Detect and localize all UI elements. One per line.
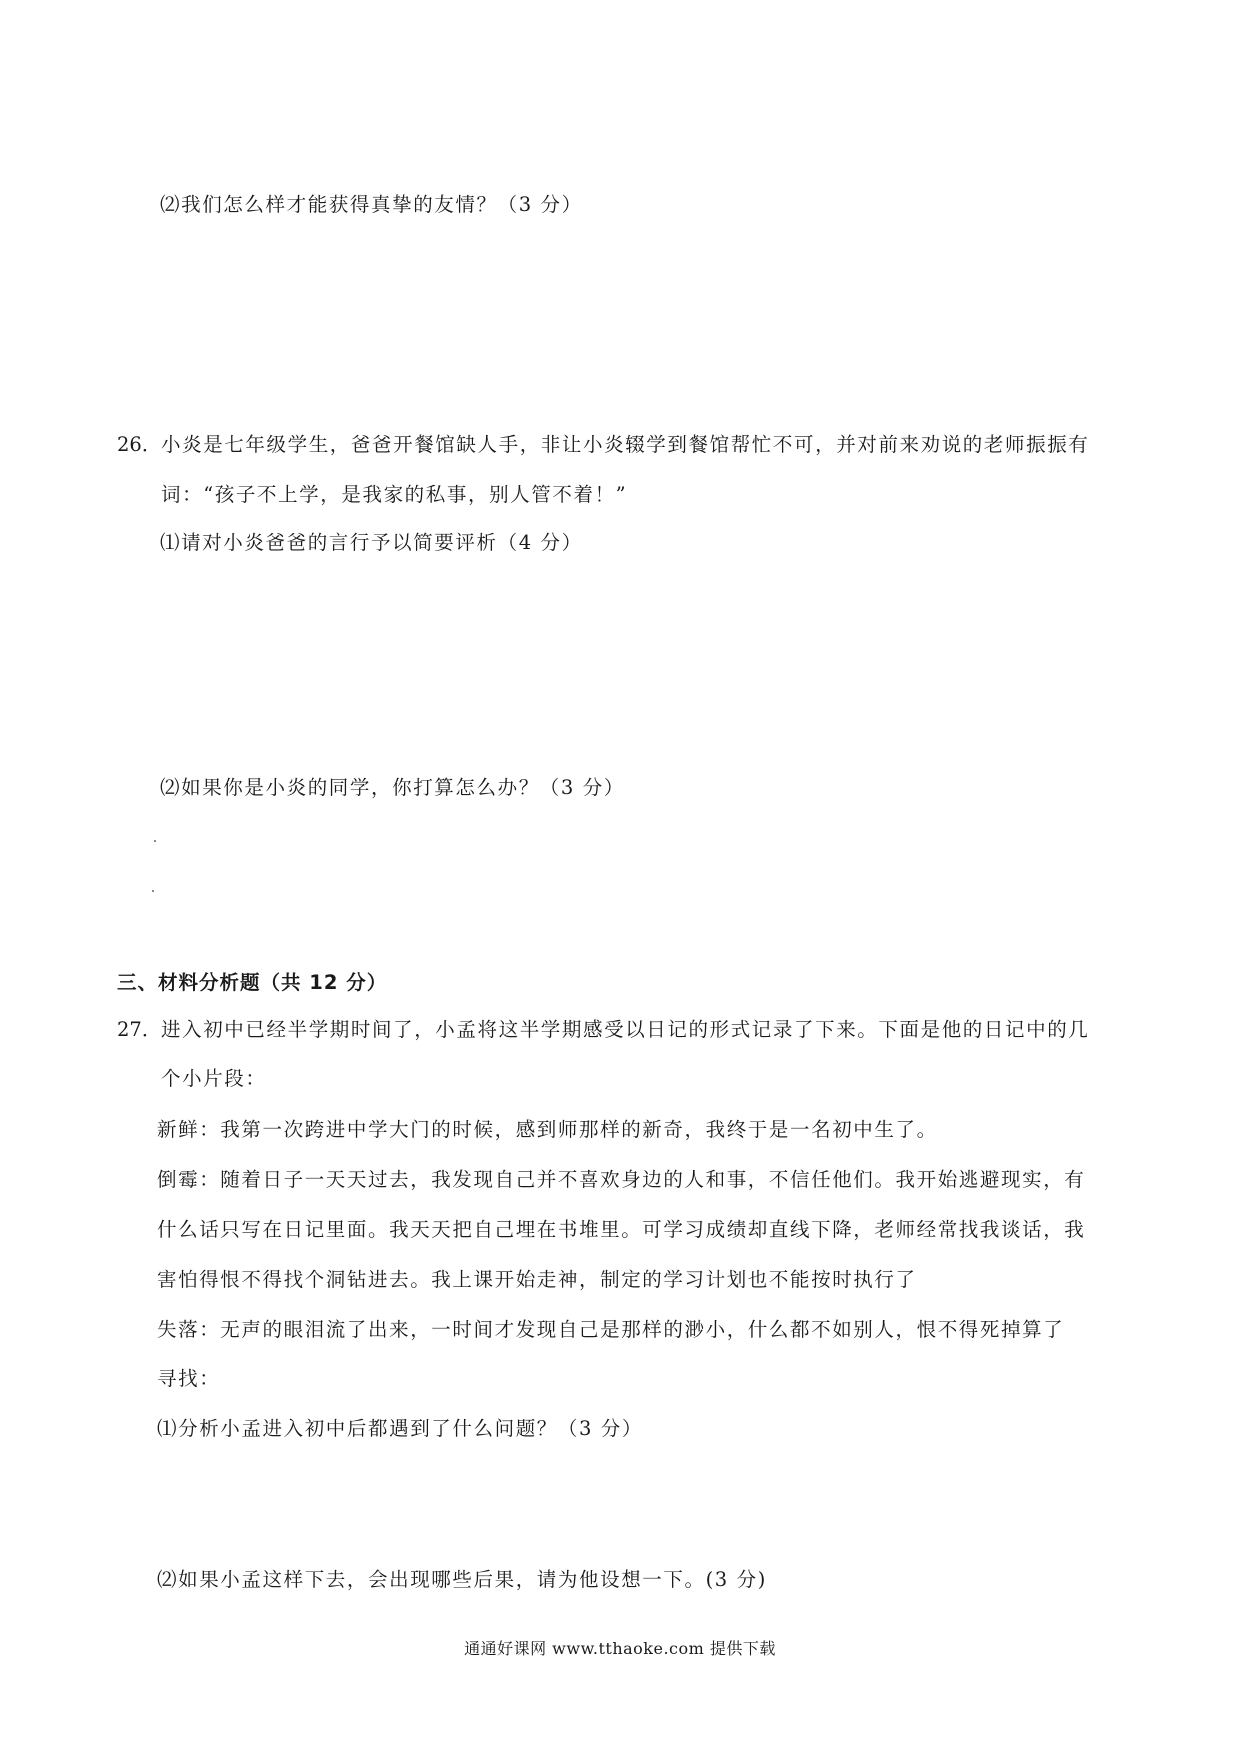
q27-stem-line2: 个小片段： (161, 1067, 267, 1090)
q27-diary-shiluo: 失落：无声的眼泪流了出来，一时间才发现自己是那样的渺小，什么都不如别人，恨不得死掉算了 (157, 1318, 1065, 1341)
q27-part1: ⑴分析小孟进入初中后都遇到了什么问题？（3 分） (157, 1417, 644, 1440)
q27-diary-daomei-line3: 害怕得恨不得找个洞钻进去。我上课开始走神，制定的学习计划也不能按时执行了 (157, 1268, 917, 1291)
page-footer: 通通好课网 www.tthaoke.com 提供下载 (464, 1639, 776, 1658)
scan-speck (154, 840, 156, 842)
q25-part2: ⑵我们怎么样才能获得真挚的友情？（3 分） (160, 193, 583, 216)
q26-stem-line1 (117, 432, 1089, 458)
q27-diary-xinxian: 新鲜：我第一次跨进中学大门的时候，感到师那样的新奇，我终于是一名初中生了。 (157, 1118, 938, 1141)
q27-diary-xunzhao: 寻找： (157, 1367, 221, 1390)
q26-stem-line2: 词：“孩子不上学，是我家的私事，别人管不着！” (161, 483, 628, 506)
q26-stem-text: 小炎是七年级学生，爸爸开餐馆缺人手，非让小炎辍学到餐馆帮忙不可，并对前来劝说的老师振振有 (161, 433, 1090, 456)
q26-part2: ⑵如果你是小炎的同学，你打算怎么办？（3 分） (160, 776, 625, 799)
q27-part2: ⑵如果小孟这样下去，会出现哪些后果，请为他设想一下。(3 分) (157, 1568, 767, 1591)
q27-diary-daomei-line1: 倒霉：随着日子一天天过去，我发现自己并不喜欢身边的人和事，不信任他们。我开始逃避现实，有 (157, 1168, 1086, 1191)
q27-stem-text: 进入初中已经半学期时间了，小孟将这半学期感受以日记的形式记录了下来。下面是他的日记中的几 (161, 1018, 1090, 1041)
q26-number: 26． (117, 433, 162, 456)
section3-heading: 三、材料分析题（共 12 分） (117, 971, 388, 994)
q27-stem-line1 (117, 1017, 1089, 1043)
q27-diary-daomei-line2: 什么话只写在日记里面。我天天把自己埋在书堆里。可学习成绩却直线下降，老师经常找我谈话，我 (157, 1218, 1086, 1241)
scan-speck (152, 890, 154, 892)
q26-part1: ⑴请对小炎爸爸的言行予以简要评析（4 分） (160, 531, 583, 554)
q27-number: 27． (117, 1018, 162, 1041)
